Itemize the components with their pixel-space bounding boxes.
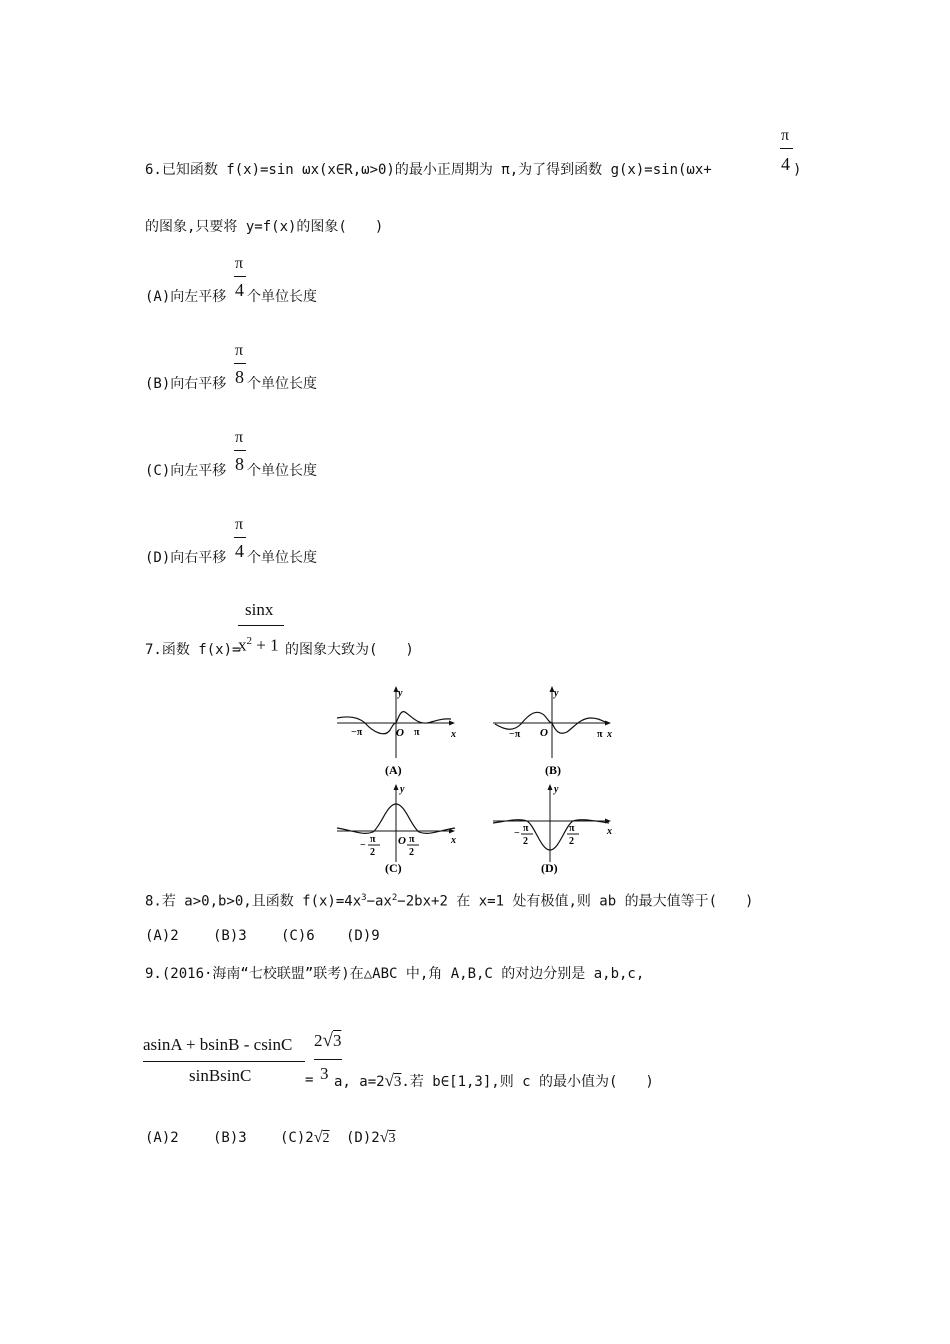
graph-d-y-label: y: [554, 784, 559, 795]
graph-d-neg-half-pi-num: π: [523, 823, 529, 834]
graph-b-y-label: y: [554, 688, 559, 699]
q8-stem: 8.若 a>0,b>0,且函数 $f(x)=4x^3-ax^2-2bx+2$ 在 x=1 处有极值,则 ab 的最大值等于( ): [145, 893, 754, 910]
q6-optC-prefix: (C)向左平移: [145, 463, 227, 479]
q9-option-d: (D)2√3: [346, 1129, 396, 1146]
q6-optA-suffix: 个单位长度: [247, 289, 317, 305]
q6-optC-num: π: [235, 429, 244, 446]
q9-option-c: (C)2√2: [280, 1129, 330, 1146]
q6-optD-den: 4: [235, 541, 244, 561]
q8-option-d: (D)9: [346, 928, 380, 944]
q6-frac-bar: [780, 148, 793, 149]
q8-option-a: (A)2: [145, 928, 179, 944]
q9-stem-rest: a, a=2√3.若 b∈[1,3],则 c 的最小值为( ): [334, 1071, 654, 1090]
graph-c-origin: O: [398, 835, 406, 847]
graph-b-caption: (B): [545, 763, 561, 777]
q6-optB-bar: [234, 363, 246, 364]
q6-optB-num: π: [235, 342, 244, 359]
graph-d-caption: (D): [541, 861, 558, 875]
graph-a-y-label: y: [398, 688, 403, 699]
graph-a-origin: O: [396, 727, 404, 739]
q6-line1-end: ): [793, 162, 802, 178]
graph-a-caption: (A): [385, 763, 402, 777]
q7-frac-den: $x^2 + 1$: [238, 635, 279, 655]
q7-graphs-figure: [333, 680, 633, 880]
q9-frac2-num: 2√3: [314, 1030, 342, 1051]
graph-d-half-pi-num: π: [569, 823, 575, 834]
graph-b-pi: π: [597, 729, 603, 740]
q6-optA-prefix: (A)向左平移: [145, 289, 227, 305]
graph-c-x-label: x: [451, 835, 456, 846]
q6-optB-den: 8: [235, 367, 244, 387]
q7-prefix: 7.函数 f(x)=: [145, 642, 241, 658]
q7-frac-bar: [238, 625, 284, 626]
q6-line2: 的图象,只要将 y=f(x)的图象( ): [145, 219, 384, 235]
q9-option-a: (A)2: [145, 1130, 179, 1146]
graph-c-neg-half-pi-num: π: [370, 834, 376, 845]
q6-optA-den: 4: [235, 280, 244, 300]
graph-d-half-pi-den: 2: [569, 836, 574, 847]
graph-a-neg-pi: −π: [351, 727, 363, 738]
graph-d: [493, 784, 612, 875]
q6-frac-num: π: [781, 127, 790, 144]
graph-c-caption: (C): [385, 861, 402, 875]
graph-d-minus: −: [514, 828, 520, 839]
q6-optC-suffix: 个单位长度: [247, 463, 317, 479]
q7-frac-num: sinx: [245, 600, 274, 619]
graph-a: [337, 686, 456, 777]
graph-a-x-label: x: [451, 729, 456, 740]
q9-frac-bar: [143, 1061, 305, 1062]
graph-b-neg-pi: −π: [509, 729, 521, 740]
q6-optC-bar: [234, 450, 246, 451]
q6-optD-num: π: [235, 516, 244, 533]
graph-c-half-pi-den: 2: [409, 847, 414, 858]
q6-optD-suffix: 个单位长度: [247, 550, 317, 566]
graph-c-minus: −: [360, 840, 366, 851]
q9-option-b: (B)3: [213, 1130, 247, 1146]
q6-line1: 6.已知函数 f(x)=sin ωx(x∈R,ω>0)的最小正周期为 π,为了得到函数 g(x)=sin(ωx+: [145, 162, 712, 178]
q8-option-b: (B)3: [213, 928, 247, 944]
q8-option-c: (C)6: [281, 928, 315, 944]
q9-frac2-bar: [314, 1059, 342, 1060]
q9-frac-num: asinA + bsinB - csinC: [143, 1035, 293, 1054]
q6-optA-num: π: [235, 255, 244, 272]
q6-optB-suffix: 个单位长度: [247, 376, 317, 392]
graph-b: [493, 686, 612, 777]
graph-d-neg-half-pi-den: 2: [523, 836, 528, 847]
q6-frac-den: 4: [781, 154, 790, 174]
q7-suffix: 的图象大致为( ): [285, 642, 414, 658]
graph-d-x-label: x: [607, 826, 612, 837]
graph-c-half-pi-num: π: [409, 834, 415, 845]
q9-equals: =: [305, 1072, 314, 1088]
q6-optD-bar: [234, 537, 246, 538]
graph-b-origin: O: [540, 727, 548, 739]
q9-frac2-den: 3: [320, 1064, 329, 1083]
q6-optC-den: 8: [235, 454, 244, 474]
q6-optA-bar: [234, 276, 246, 277]
graph-a-pi: π: [414, 727, 420, 738]
q9-line1: 9.(2016·海南“七校联盟”联考)在△ABC 中,角 A,B,C 的对边分别是 a,b,c,: [145, 966, 645, 982]
q6-optB-prefix: (B)向右平移: [145, 376, 227, 392]
q6-optD-prefix: (D)向右平移: [145, 550, 227, 566]
graph-b-x-label: x: [607, 729, 612, 740]
graph-c: [337, 784, 456, 875]
graph-c-y-label: y: [400, 784, 405, 795]
graph-c-neg-half-pi-den: 2: [370, 847, 375, 858]
q9-frac-den: sinBsinC: [189, 1066, 252, 1085]
